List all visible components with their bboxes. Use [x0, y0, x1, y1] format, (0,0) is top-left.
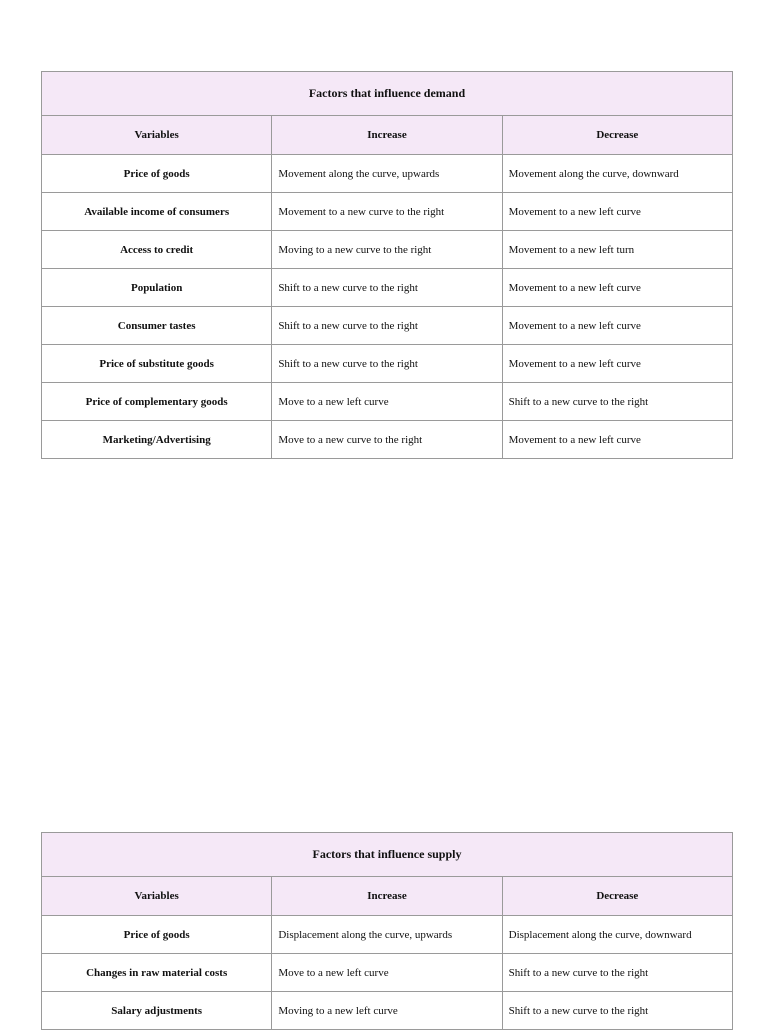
- decrease-cell: Movement to a new left turn: [502, 231, 732, 269]
- increase-cell: Shift to a new curve to the right: [272, 345, 502, 383]
- table-header-row: [42, 877, 733, 916]
- increase-cell: Shift to a new curve to the right: [272, 307, 502, 345]
- decrease-cell: Movement to a new left curve: [502, 193, 732, 231]
- column-header-increase: Increase: [272, 877, 502, 916]
- variable-cell: Available income of consumers: [42, 193, 272, 231]
- variable-cell: Price of goods: [42, 155, 272, 193]
- table-row: [42, 954, 733, 992]
- column-header-decrease: Decrease: [502, 877, 732, 916]
- variable-cell: Price of goods: [42, 916, 272, 954]
- decrease-cell: Displacement along the curve, downward: [502, 916, 732, 954]
- supply-factors-table: [41, 832, 733, 1030]
- variable-cell: Salary adjustments: [42, 992, 272, 1030]
- column-header-variables: Variables: [42, 116, 272, 155]
- table-row: [42, 421, 733, 459]
- table-title: Factors that influence demand: [42, 72, 733, 116]
- variable-cell: Changes in raw material costs: [42, 954, 272, 992]
- column-header-decrease: Decrease: [502, 116, 732, 155]
- variable-cell: Access to credit: [42, 231, 272, 269]
- variable-cell: Price of complementary goods: [42, 383, 272, 421]
- table-row: [42, 383, 733, 421]
- decrease-cell: Shift to a new curve to the right: [502, 992, 732, 1030]
- table-row: [42, 916, 733, 954]
- table-row: [42, 345, 733, 383]
- decrease-cell: Movement to a new left curve: [502, 269, 732, 307]
- decrease-cell: Shift to a new curve to the right: [502, 954, 732, 992]
- increase-cell: Move to a new curve to the right: [272, 421, 502, 459]
- variable-cell: Marketing/Advertising: [42, 421, 272, 459]
- table-header-row: [42, 116, 733, 155]
- table-row: [42, 155, 733, 193]
- variable-cell: Price of substitute goods: [42, 345, 272, 383]
- table-title-row: [42, 833, 733, 877]
- decrease-cell: Movement to a new left curve: [502, 307, 732, 345]
- decrease-cell: Movement along the curve, downward: [502, 155, 732, 193]
- table-row: [42, 269, 733, 307]
- decrease-cell: Shift to a new curve to the right: [502, 383, 732, 421]
- table-row: [42, 231, 733, 269]
- increase-cell: Movement along the curve, upwards: [272, 155, 502, 193]
- table-title: Factors that influence supply: [42, 833, 733, 877]
- increase-cell: Moving to a new left curve: [272, 992, 502, 1030]
- table-row: [42, 307, 733, 345]
- increase-cell: Displacement along the curve, upwards: [272, 916, 502, 954]
- variable-cell: Population: [42, 269, 272, 307]
- column-header-variables: Variables: [42, 877, 272, 916]
- demand-factors-table: [41, 71, 733, 459]
- increase-cell: Movement to a new curve to the right: [272, 193, 502, 231]
- table-row: [42, 193, 733, 231]
- increase-cell: Move to a new left curve: [272, 383, 502, 421]
- increase-cell: Shift to a new curve to the right: [272, 269, 502, 307]
- column-header-increase: Increase: [272, 116, 502, 155]
- table-title-row: [42, 72, 733, 116]
- variable-cell: Consumer tastes: [42, 307, 272, 345]
- increase-cell: Moving to a new curve to the right: [272, 231, 502, 269]
- increase-cell: Move to a new left curve: [272, 954, 502, 992]
- decrease-cell: Movement to a new left curve: [502, 345, 732, 383]
- decrease-cell: Movement to a new left curve: [502, 421, 732, 459]
